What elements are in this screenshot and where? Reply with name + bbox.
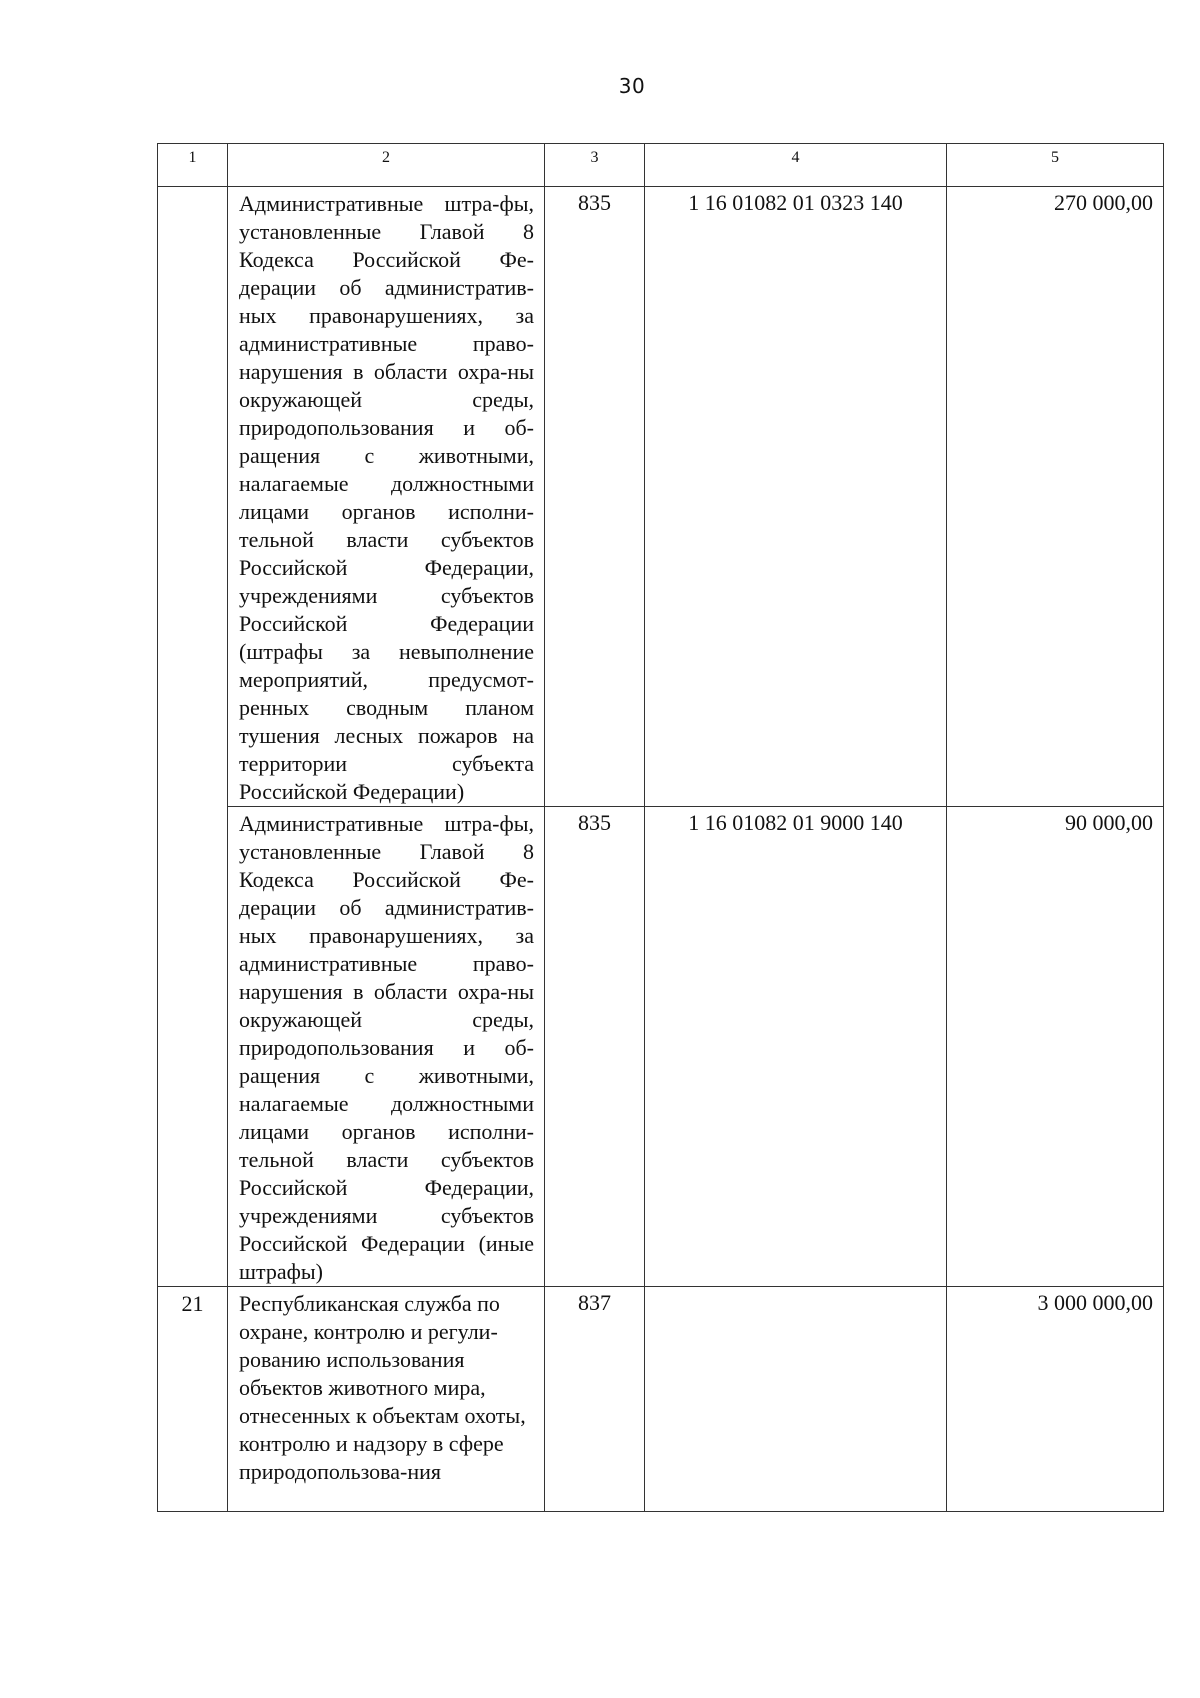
table-header-row xyxy=(158,144,1164,187)
table-row xyxy=(158,1287,1164,1512)
row-number-cell: 21 xyxy=(158,1287,228,1512)
column-header-5: 5 xyxy=(947,144,1164,187)
row-admin-code-cell: 835 xyxy=(545,807,645,1287)
row-amount-cell: 270 000,00 xyxy=(947,187,1164,807)
row-description-cell: Республиканская служба по охране, контролю и регули-рованию использования объектов животного мира, отнесенных к объектам охоты, контролю и надзору в сфере природопользова-ния xyxy=(228,1287,545,1512)
row-amount-cell: 3 000 000,00 xyxy=(947,1287,1164,1512)
column-header-1: 1 xyxy=(158,144,228,187)
table-row xyxy=(158,187,1164,807)
row-kbk-cell: 1 16 01082 01 9000 140 xyxy=(645,807,947,1287)
row-number-cell xyxy=(158,807,228,1287)
row-description-cell: Административные штра-фы, установленные Главой 8 Кодекса Российской Фе-дерации об административ-ных правонарушениях, за административные право-нарушения в области охра-ны окружающей среды, природопользования и об-ращения с животными, налагаемые должностными лицами органов исполни-тельной власти субъектов Российской Федерации, учреждениями субъектов Российской Федерации (штрафы за невыполнение мероприятий, предусмот-ренных сводным планом тушения лесных пожаров на территории субъекта Российской Федерации) xyxy=(228,187,545,807)
budget-table xyxy=(157,143,1164,1512)
column-header-4: 4 xyxy=(645,144,947,187)
row-description-cell: Административные штра-фы, установленные Главой 8 Кодекса Российской Фе-дерации об административ-ных правонарушениях, за административные право-нарушения в области охра-ны окружающей среды, природопользования и об-ращения с животными, налагаемые должностными лицами органов исполни-тельной власти субъектов Российской Федерации, учреждениями субъектов Российской Федерации (иные штрафы) xyxy=(228,807,545,1287)
table-row xyxy=(158,807,1164,1287)
row-kbk-cell xyxy=(645,1287,947,1512)
row-number-cell xyxy=(158,187,228,807)
page-number: 30 xyxy=(618,74,646,98)
row-admin-code-cell: 837 xyxy=(545,1287,645,1512)
row-amount-cell: 90 000,00 xyxy=(947,807,1164,1287)
row-kbk-cell: 1 16 01082 01 0323 140 xyxy=(645,187,947,807)
column-header-2: 2 xyxy=(228,144,545,187)
row-admin-code-cell: 835 xyxy=(545,187,645,807)
column-header-3: 3 xyxy=(545,144,645,187)
